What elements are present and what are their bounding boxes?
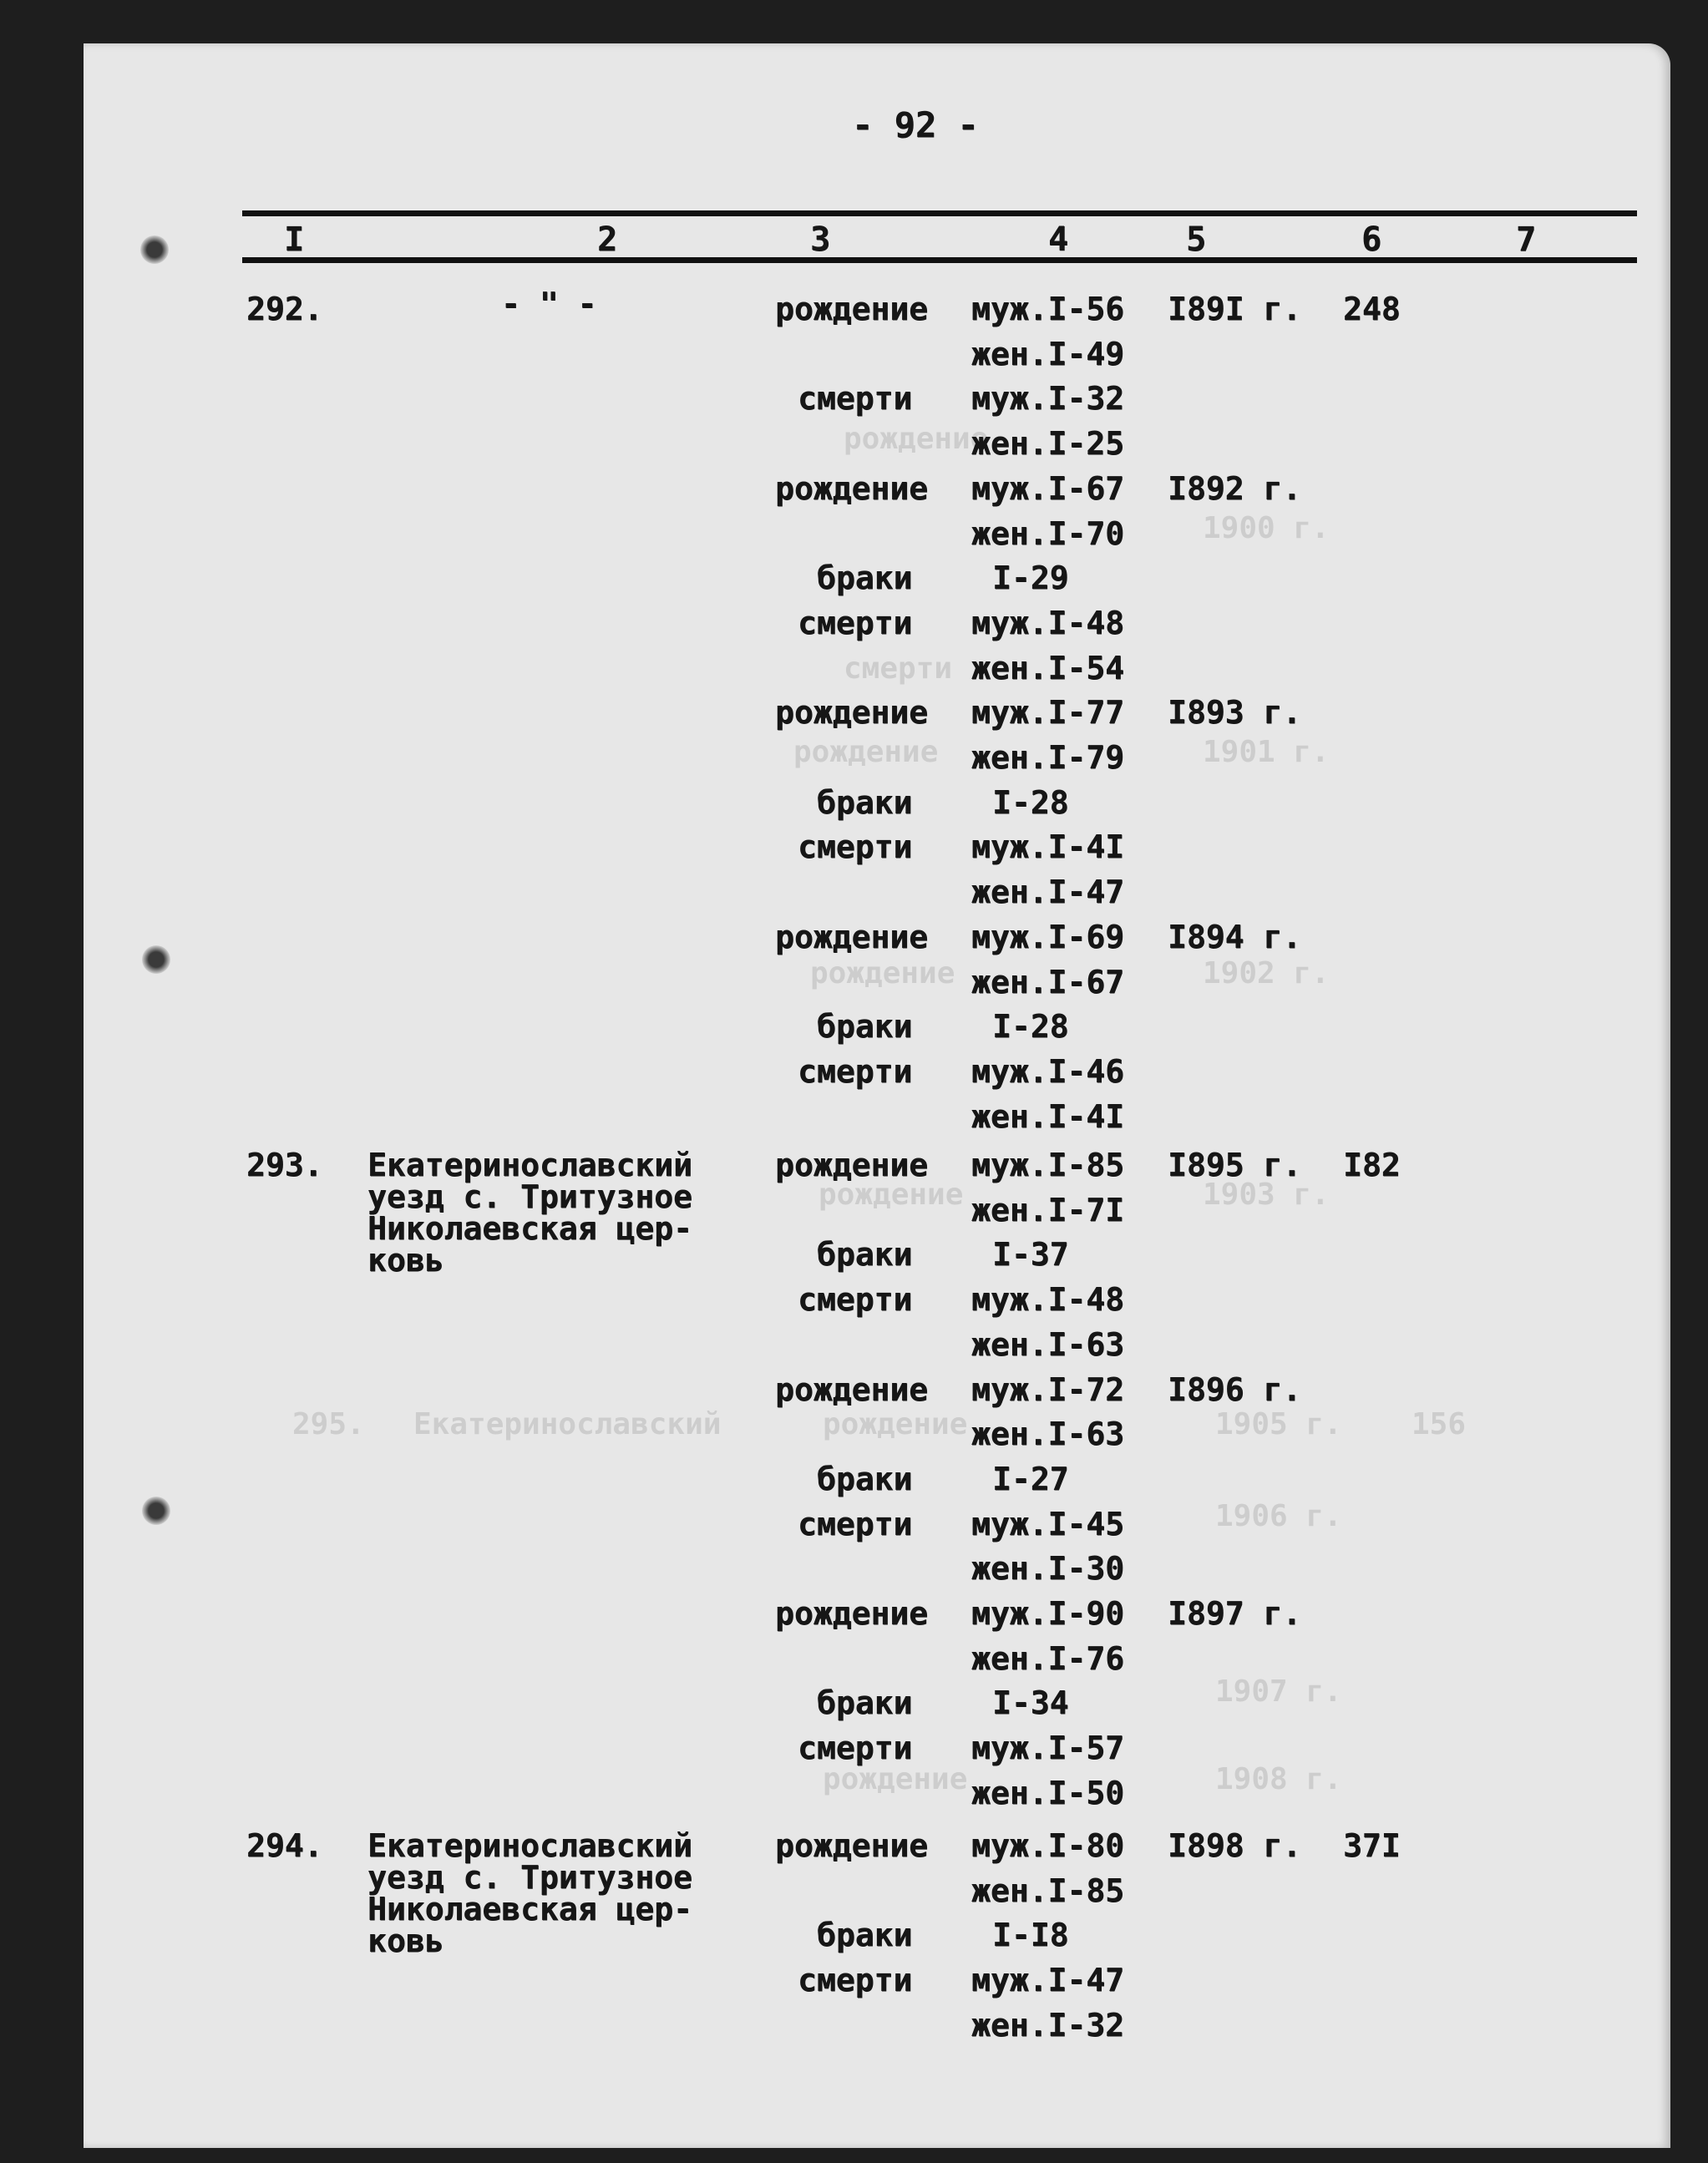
record-count: жен.I-67: [971, 964, 1125, 1000]
record-type: смерти: [798, 380, 913, 417]
record-year: I892 г.: [1168, 470, 1302, 507]
column-header: 6: [1361, 220, 1382, 259]
record-type: смерти: [798, 1962, 913, 1998]
record-count: жен.I-76: [971, 1640, 1125, 1677]
record-type: рождение: [775, 1147, 929, 1183]
record-count: жен.I-85: [971, 1872, 1125, 1909]
record-count: жен.I-32: [971, 2007, 1125, 2044]
entry-location: уезд с. Тритузное: [367, 1859, 692, 1896]
record-type: браки: [817, 1461, 913, 1497]
record-count: муж.I-48: [971, 1281, 1125, 1318]
record-type: браки: [817, 560, 913, 596]
record-count: жен.I-63: [971, 1326, 1125, 1363]
entry-location: ковь: [367, 1922, 444, 1959]
record-year: I897 г.: [1168, 1595, 1302, 1632]
record-count: жен.I-7I: [971, 1192, 1125, 1228]
record-count: муж.I-77: [971, 694, 1125, 731]
record-count: муж.I-69: [971, 919, 1125, 955]
record-type: рождение: [775, 919, 929, 955]
record-year: I895 г.: [1168, 1147, 1302, 1183]
entry-location: уезд с. Тритузное: [367, 1178, 692, 1215]
record-count: I-27: [992, 1461, 1069, 1497]
column-header: 4: [1048, 220, 1069, 259]
binder-hole: [142, 1497, 170, 1525]
record-type: браки: [817, 1236, 913, 1273]
record-count: муж.I-56: [971, 291, 1125, 327]
record-year: I89I г.: [1168, 291, 1302, 327]
record-count: муж.I-90: [971, 1595, 1125, 1632]
record-type: смерти: [798, 828, 913, 865]
record-type: рождение: [775, 291, 929, 327]
record-count: жен.I-49: [971, 336, 1125, 372]
record-count: муж.I-48: [971, 605, 1125, 641]
record-count: I-28: [992, 1008, 1069, 1045]
record-count: жен.I-50: [971, 1775, 1125, 1811]
table-rule-top: [242, 210, 1637, 216]
record-count: муж.I-67: [971, 470, 1125, 507]
record-type: рождение: [775, 1827, 929, 1864]
record-type: браки: [817, 784, 913, 821]
entry-location: Николаевская цер-: [367, 1210, 692, 1247]
record-count: муж.I-4I: [971, 828, 1125, 865]
column-header: I: [284, 220, 305, 259]
record-count: муж.I-57: [971, 1730, 1125, 1766]
record-type: браки: [817, 1008, 913, 1045]
record-type: смерти: [798, 605, 913, 641]
column-header: 5: [1186, 220, 1207, 259]
entry-location: ковь: [367, 1242, 444, 1279]
binder-hole: [140, 236, 169, 264]
record-count: муж.I-47: [971, 1962, 1125, 1998]
record-type: смерти: [798, 1281, 913, 1318]
record-count: жен.I-70: [971, 515, 1125, 552]
entry-location: Екатеринославский: [367, 1147, 692, 1183]
entry-location: - " -: [501, 286, 597, 322]
record-count: I-34: [992, 1684, 1069, 1721]
record-type: смерти: [798, 1730, 913, 1766]
record-count: муж.I-45: [971, 1506, 1125, 1542]
entry-pages: 248: [1343, 291, 1401, 327]
entry-number: 292.: [246, 291, 323, 327]
entry-location: Екатеринославский: [367, 1827, 692, 1864]
record-type: браки: [817, 1917, 913, 1953]
column-header: 3: [810, 220, 831, 259]
record-year: I893 г.: [1168, 694, 1302, 731]
record-count: жен.I-54: [971, 650, 1125, 686]
record-type: браки: [817, 1684, 913, 1721]
entry-number: 293.: [246, 1147, 323, 1183]
record-count: жен.I-47: [971, 874, 1125, 910]
record-count: муж.I-85: [971, 1147, 1125, 1183]
record-year: I894 г.: [1168, 919, 1302, 955]
record-count: жен.I-30: [971, 1550, 1125, 1587]
page-number: - 92 -: [852, 104, 979, 145]
record-type: рождение: [775, 1371, 929, 1408]
record-type: рождение: [775, 470, 929, 507]
record-type: смерти: [798, 1053, 913, 1090]
entry-number: 294.: [246, 1827, 323, 1864]
entry-pages: 37I: [1343, 1827, 1401, 1864]
record-count: муж.I-46: [971, 1053, 1125, 1090]
record-count: I-37: [992, 1236, 1069, 1273]
entry-location: Николаевская цер-: [367, 1891, 692, 1927]
record-year: I896 г.: [1168, 1371, 1302, 1408]
column-header: 2: [597, 220, 618, 259]
record-count: жен.I-25: [971, 425, 1125, 462]
record-count: жен.I-63: [971, 1416, 1125, 1452]
record-count: муж.I-32: [971, 380, 1125, 417]
entry-pages: I82: [1343, 1147, 1401, 1183]
record-type: рождение: [775, 694, 929, 731]
record-type: рождение: [775, 1595, 929, 1632]
record-type: смерти: [798, 1506, 913, 1542]
record-count: жен.I-4I: [971, 1098, 1125, 1135]
table-rule-bottom: [242, 257, 1637, 263]
record-count: I-I8: [992, 1917, 1069, 1953]
record-count: I-29: [992, 560, 1069, 596]
record-count: муж.I-72: [971, 1371, 1125, 1408]
column-header: 7: [1516, 220, 1537, 259]
record-count: I-28: [992, 784, 1069, 821]
record-year: I898 г.: [1168, 1827, 1302, 1864]
binder-hole: [142, 945, 170, 974]
record-count: муж.I-80: [971, 1827, 1125, 1864]
record-count: жен.I-79: [971, 739, 1125, 776]
